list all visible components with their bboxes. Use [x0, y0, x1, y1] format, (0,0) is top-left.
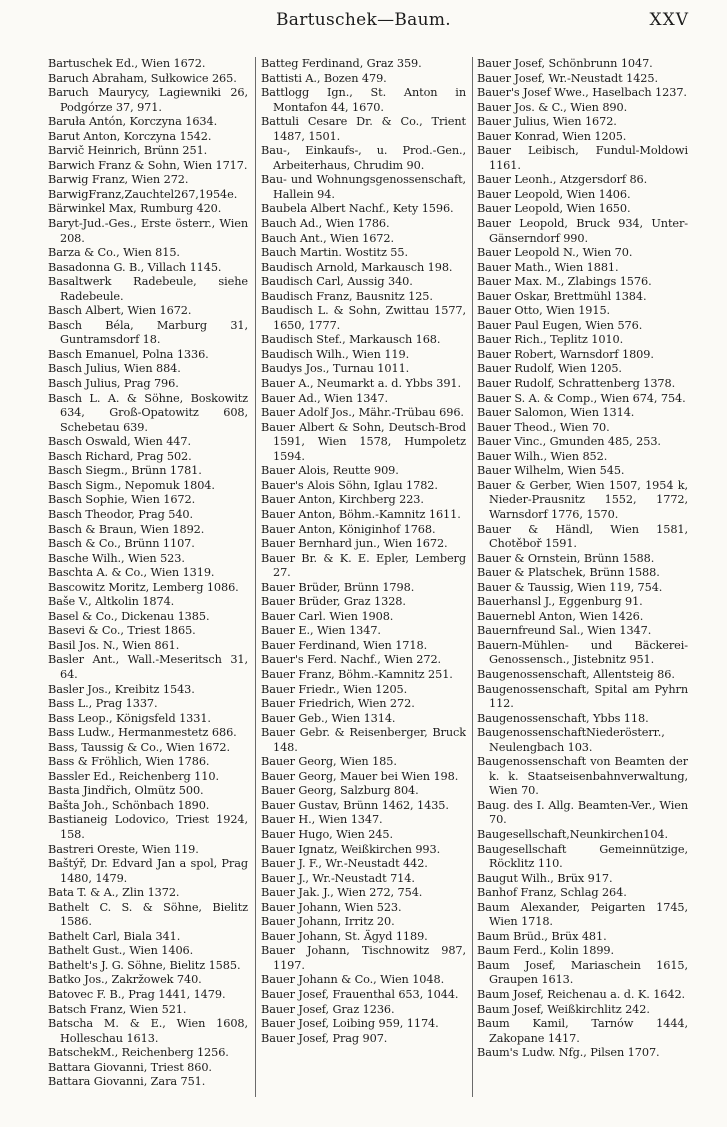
directory-entry: Bauernfreund Sal., Wien 1347. [477, 624, 652, 638]
directory-entry: Baum Josef, Mariaschein 1615, Graupen 1613. [477, 958, 688, 987]
directory-entry: Baruła Antón, Korczyna 1634. [48, 115, 218, 129]
directory-entry: Battara Giovanni, Zara 751. [48, 1075, 206, 1089]
directory-entry: Basch Albert, Wien 1672. [48, 304, 192, 318]
directory-entry: Bauer Leonh., Atzgersdorf 86. [477, 173, 648, 187]
directory-entry: Bauernebl Anton, Wien 1426. [477, 609, 644, 623]
directory-entry: Bauer Leopold, Wien 1406. [477, 187, 631, 201]
directory-entry: Baum Josef, Reichenau a. d. K. 1642. [477, 988, 686, 1001]
directory-entry: Basch Béla, Marburg 31, Guntramsdorf 18. [48, 318, 248, 347]
directory-entry: Bašta Joh., Schönbach 1890. [48, 798, 210, 812]
directory-entry: Basch Julius, Prag 796. [48, 377, 179, 391]
directory-entry: Baudys Jos., Turnau 1011. [261, 362, 410, 376]
directory-entry: Bauer & Platschek, Brünn 1588. [477, 566, 660, 580]
directory-entry: Baum's Ludw. Nfg., Pilsen 1707. [477, 1046, 660, 1060]
directory-entry: Bass, Taussig & Co., Wien 1672. [48, 740, 230, 754]
directory-entry: Basch Oswald, Wien 447. [48, 435, 191, 449]
column-divider [255, 57, 256, 1097]
directory-entry: Basler Jos., Kreibitz 1543. [48, 682, 195, 696]
directory-entry: Baum Alexander, Peigarten 1745, Wien 1718. [477, 900, 688, 929]
directory-entry: Bauer's Ferd. Nachf., Wien 272. [261, 653, 442, 667]
directory-entry: Bauer Julius, Wien 1672. [477, 115, 617, 129]
directory-entry: Basch Sophie, Wien 1672. [48, 493, 196, 507]
directory-entry: Baum Josef, Weißkirchlitz 242. [477, 1002, 650, 1016]
directory-entry: Bauer Ad., Wien 1347. [261, 391, 388, 405]
directory-entry: Bauer Ferdinand, Wien 1718. [261, 638, 428, 652]
directory-entry: Bauer Br. & K. E. Epler, Lemberg 27. [261, 551, 466, 580]
directory-entry: Bauer Georg, Salzburg 804. [261, 784, 419, 798]
directory-entry: Bauer J. F., Wr.-Neustadt 442. [261, 857, 428, 871]
directory-entry: Bass L., Prag 1337. [48, 697, 158, 711]
directory-entry: Bauer Leibisch, Fundul-Moldowi 1161. [477, 144, 688, 172]
directory-entry: Barza & Co., Wien 815. [48, 246, 180, 260]
directory-entry: Battuli Cesare Dr. & Co., Trient 1487, 1501. [261, 115, 466, 143]
directory-entry: Baugenossenschaft von Beamten der k. k. Staatseisenbahnverwaltung, Wien 70. [477, 755, 688, 798]
directory-entry: Bascowitz Moritz, Lemberg 1086. [48, 580, 239, 594]
directory-entry: Bauer Anton, Kirchberg 223. [261, 493, 424, 507]
directory-entry: Batscha M. & E., Wien 1608, Holleschau 1613. [48, 1017, 248, 1045]
directory-entry: Basta Jindřich, Olmütz 500. [48, 784, 204, 798]
directory-entry: Bauer Brüder, Graz 1328. [261, 595, 406, 609]
directory-entry: Bauer & Gerber, Wien 1507, 1954 k, Nieder-Prausnitz 1552, 1772, Warnsdorf 1776, 1570. [477, 478, 688, 521]
directory-entry: Baudisch Franz, Bausnitz 125. [261, 289, 433, 303]
directory-entry: Bathelt C. S. & Söhne, Bielitz 1586. [48, 900, 248, 929]
directory-entry: Bauer Anton, Böhm.-Kamnitz 1611. [261, 507, 461, 521]
directory-entry: Bauer & Taussig, Wien 119, 754. [477, 580, 663, 594]
directory-entry: Bauer Salomon, Wien 1314. [477, 406, 635, 420]
directory-entry: Barwich Franz & Sohn, Wien 1717. [48, 158, 248, 172]
directory-entry: Basche Wilh., Wien 523. [48, 551, 185, 565]
directory-entry: Baum Kamil, Tarnów 1444, Zakopane 1417. [477, 1017, 688, 1045]
directory-entry: Bauer & Ornstein, Brünn 1588. [477, 551, 655, 565]
directory-entry: Battlogg Ign., St. Anton in Montafon 44, 1670. [261, 86, 466, 114]
directory-entry: Batteg Ferdinand, Graz 359. [261, 57, 422, 70]
directory-entry: Bass Leop., Königsfeld 1331. [48, 711, 211, 725]
directory-entry: Basch & Braun, Wien 1892. [48, 522, 205, 536]
directory-entry: Bauer Robert, Warnsdorf 1809. [477, 347, 654, 361]
directory-entry: Baruch Maurycy, Lagiewniki 26, Podgórze 37, 971. [48, 86, 248, 114]
directory-entry: Bauch Ad., Wien 1786. [261, 217, 390, 231]
directory-entry: Bauer Max. M., Zlabings 1576. [477, 275, 652, 289]
directory-entry: Basch & Co., Brünn 1107. [48, 537, 195, 551]
directory-entry: Bauer Johann & Co., Wien 1048. [261, 973, 445, 987]
directory-entry: Bauer Friedrich, Wien 272. [261, 697, 415, 711]
directory-entry: Bauer Gustav, Brünn 1462, 1435. [261, 798, 449, 812]
directory-entry: Baše V., Altkolin 1874. [48, 595, 175, 609]
directory-entry: Bauer Josef, Frauenthal 653, 1044. [261, 988, 459, 1001]
directory-entry: Basch L. A. & Söhne, Boskowitz 634, Groß-Opatowitz 608, Schebetau 639. [48, 391, 248, 434]
directory-entry: Barwig Franz, Wien 272. [48, 173, 189, 187]
directory-entry: Bata T. & A., Zlin 1372. [48, 886, 180, 900]
directory-entry: Baugesellschaft,Neunkirchen104. [477, 827, 668, 841]
directory-entry: Baugut Wilh., Brüx 917. [477, 871, 613, 885]
directory-entry: Bauer Theod., Wien 70. [477, 420, 610, 434]
directory-entry: Bau-, Einkaufs-, u. Prod.-Gen., Arbeiterhaus, Chrudim 90. [261, 144, 466, 172]
directory-entry: Bauer Jos. & C., Wien 890. [477, 100, 628, 114]
directory-entry: Barut Anton, Korczyna 1542. [48, 129, 212, 143]
directory-entry: Bassler Ed., Reichenberg 110. [48, 769, 219, 783]
directory-entry: Basch Richard, Prag 502. [48, 449, 192, 463]
directory-entry: Bass & Fröhlich, Wien 1786. [48, 755, 210, 769]
directory-entry: Basch Siegm., Brünn 1781. [48, 464, 202, 478]
directory-entry: Basil Jos. N., Wien 861. [48, 638, 180, 652]
directory-entry: Bauer Georg, Mauer bei Wien 198. [261, 769, 459, 783]
directory-entry: Bauer Alois, Reutte 909. [261, 464, 399, 478]
directory-entry: Battara Giovanni, Triest 860. [48, 1060, 212, 1074]
directory-entry: Bauer Gebr. & Reisenberger, Bruck 148. [261, 726, 466, 754]
directory-entry: Baudisch Wilh., Wien 119. [261, 347, 410, 361]
column-3 [477, 57, 688, 1107]
column-1 [48, 57, 248, 1107]
directory-entry: Batsch Franz, Wien 521. [48, 1002, 187, 1016]
directory-entry: Bauer Geb., Wien 1314. [261, 711, 396, 725]
directory-entry: Bathelt Carl, Biala 341. [48, 929, 181, 943]
directory-entry: Bauer Georg, Wien 185. [261, 755, 397, 769]
directory-entry: Bauer Josef, Prag 907. [261, 1031, 388, 1045]
directory-entry: Bauer Rich., Teplitz 1010. [477, 333, 624, 347]
directory-entry: Bauer Franz, Böhm.-Kamnitz 251. [261, 667, 453, 681]
directory-entry: Batovec F. B., Prag 1441, 1479. [48, 988, 226, 1001]
directory-entry: Bauer Anton, Königinhof 1768. [261, 522, 436, 536]
directory-entry: Baugesellschaft Gemeinnützige, Röcklitz 110. [477, 842, 688, 871]
directory-entry: Basch Theodor, Prag 540. [48, 507, 194, 521]
directory-entry: Bauer Albert & Sohn, Deutsch-Brod 1591, Wien 1578, Humpoletz 1594. [261, 420, 466, 463]
directory-entry: Bauern-Mühlen- und Bäckerei-Genossensch., Jistebnitz 951. [477, 638, 688, 667]
directory-entry: Bauch Martin. Wostitz 55. [261, 246, 408, 260]
directory-entry: Bauer Konrad, Wien 1205. [477, 129, 627, 143]
directory-entry: Bauer Paul Eugen, Wien 576. [477, 318, 643, 332]
directory-entry: Bauer Rudolf, Schrattenberg 1378. [477, 377, 676, 391]
directory-entry: Basel & Co., Dickenau 1385. [48, 609, 210, 623]
directory-entry: Bauer H., Wien 1347. [261, 813, 383, 827]
directory-entry: Baštýř, Dr. Edvard Jan a spol, Prag 1480, 1479. [48, 857, 248, 885]
directory-entry: Battisti A., Bozen 479. [261, 71, 387, 85]
directory-entry: Bauerhansl J., Eggenburg 91. [477, 595, 643, 609]
page-header [0, 10, 727, 36]
directory-entry: Bauer Johann, Wien 523. [261, 900, 402, 914]
directory-entry: Bauer Friedr., Wien 1205. [261, 682, 408, 696]
directory-entry: Bastianeig Lodovico, Triest 1924, 158. [48, 813, 248, 841]
directory-entry: Bartuschek Ed., Wien 1672. [48, 57, 206, 70]
page-number: XXV [649, 10, 689, 30]
directory-entry: Baug. des I. Allg. Beamten-Ver., Wien 70. [477, 798, 688, 827]
directory-entry: Baudisch Carl, Aussig 340. [261, 275, 413, 289]
directory-entry: Baschta A. & Co., Wien 1319. [48, 566, 215, 580]
directory-entry: Bauer Wilhelm, Wien 545. [477, 464, 625, 478]
directory-entry: Bauer Oskar, Brettmühl 1384. [477, 289, 647, 303]
directory-entry: Bauer A., Neumarkt a. d. Ybbs 391. [261, 377, 461, 391]
directory-entry: Bauer Josef, Wr.-Neustadt 1425. [477, 71, 658, 85]
directory-entry: Bauer Otto, Wien 1915. [477, 304, 611, 318]
directory-entry: Baudisch Stef., Markausch 168. [261, 333, 441, 347]
directory-entry: Bauer Bernhard jun., Wien 1672. [261, 537, 448, 551]
directory-entry: Bauer Johann, Irritz 20. [261, 915, 395, 929]
directory-entry: Bauer Rudolf, Wien 1205. [477, 362, 622, 376]
directory-entry: Baugenossenschaft, Spital am Pyhrn 112. [477, 682, 688, 711]
directory-entry: Bauer Josef, Loibing 959, 1174. [261, 1017, 439, 1031]
directory-entry: Bauer's Alois Söhn, Iglau 1782. [261, 478, 438, 492]
directory-entry: Basch Sigm., Nepomuk 1804. [48, 478, 215, 492]
directory-entry: Bauer Johann, Tischnowitz 987, 1197. [261, 944, 466, 972]
directory-entry: Baum Brüd., Brüx 481. [477, 929, 607, 943]
directory-entry: Basch Emanuel, Polna 1336. [48, 347, 209, 361]
directory-entry: Bauer E., Wien 1347. [261, 624, 381, 638]
directory-entry: Baudisch L. & Sohn, Zwittau 1577, 1650, 1777. [261, 304, 466, 332]
directory-entry: Basler Ant., Wall.-Meseritsch 31, 64. [48, 653, 248, 681]
directory-entry: Baruch Abraham, Sułkowice 265. [48, 71, 237, 85]
directory-entry: Banhof Franz, Schlag 264. [477, 886, 627, 900]
column-divider [472, 57, 473, 1097]
directory-entry: Basevi & Co., Triest 1865. [48, 624, 196, 638]
directory-entry: Bärwinkel Max, Rumburg 420. [48, 202, 222, 216]
directory-entry: Bauer Brüder, Brünn 1798. [261, 580, 415, 594]
directory-entry: Baum Ferd., Kolin 1899. [477, 944, 614, 958]
column-2 [261, 57, 466, 1107]
directory-entry: Baryt-Jud.-Ges., Erste österr., Wien 208. [48, 217, 248, 245]
directory-entry: Baudisch Arnold, Markausch 198. [261, 260, 453, 274]
running-title: Bartuschek—Baum. [276, 10, 451, 30]
directory-entry: Bauer S. A. & Comp., Wien 674, 754. [477, 391, 686, 405]
directory-entry: Basadonna G. B., Villach 1145. [48, 260, 222, 274]
directory-columns [48, 57, 688, 1107]
directory-entry: Bauer Josef, Schönbrunn 1047. [477, 57, 653, 70]
directory-entry: Baugenossenschaft, Ybbs 118. [477, 711, 649, 725]
directory-entry: Bauer Leopold, Bruck 934, Unter-Gänserndorf 990. [477, 217, 688, 245]
directory-entry: Bauer Adolf Jos., Mähr.-Trübau 696. [261, 406, 464, 420]
directory-entry: Barvič Heinrich, Brünn 251. [48, 144, 208, 158]
directory-entry: BatschekM., Reichenberg 1256. [48, 1046, 229, 1060]
directory-entry: Bauer Leopold N., Wien 70. [477, 246, 633, 260]
directory-entry: Bauer Math., Wien 1881. [477, 260, 619, 274]
directory-entry: Bathelt's J. G. Söhne, Bielitz 1585. [48, 958, 241, 972]
directory-entry: Bauer's Josef Wwe., Haselbach 1237. [477, 86, 687, 100]
directory-entry: Bastreri Oreste, Wien 119. [48, 842, 199, 856]
directory-entry: Basaltwerk Radebeule, siehe Radebeule. [48, 275, 248, 303]
directory-entry: Bauer Vinc., Gmunden 485, 253. [477, 435, 661, 449]
directory-entry: Bauch Ant., Wien 1672. [261, 231, 394, 245]
directory-entry: BarwigFranz,Zauchtel267,1954e. [48, 187, 238, 201]
directory-entry: Baugenossenschaft, Allentsteig 86. [477, 667, 675, 681]
directory-entry: Bauer Carl. Wien 1908. [261, 609, 394, 623]
directory-entry: Bau- und Wohnungsgenossenschaft, Hallein 94. [261, 173, 466, 201]
directory-entry: Bauer Josef, Graz 1236. [261, 1002, 395, 1016]
directory-entry: Bauer & Händl, Wien 1581, Chotěboř 1591. [477, 522, 688, 551]
directory-entry: Bauer Wilh., Wien 852. [477, 449, 608, 463]
directory-entry: Bauer Jak. J., Wien 272, 754. [261, 886, 423, 900]
directory-entry: Bauer Hugo, Wien 245. [261, 827, 393, 841]
directory-entry: Basch Julius, Wien 884. [48, 362, 181, 376]
directory-entry: Bauer J., Wr.-Neustadt 714. [261, 871, 415, 885]
directory-entry: Baubela Albert Nachf., Kety 1596. [261, 202, 454, 216]
directory-entry: Bathelt Gust., Wien 1406. [48, 944, 194, 958]
directory-entry: Bass Ludw., Hermanmestetz 686. [48, 726, 237, 740]
directory-entry: Bauer Ignatz, Weißkirchen 993. [261, 842, 441, 856]
directory-entry: Batko Jos., Zakržowek 740. [48, 973, 202, 987]
directory-entry: Bauer Leopold, Wien 1650. [477, 202, 631, 216]
directory-entry: BaugenossenschaftNiederösterr., Neulengbach 103. [477, 726, 665, 754]
directory-entry: Bauer Johann, St. Ägyd 1189. [261, 929, 428, 943]
